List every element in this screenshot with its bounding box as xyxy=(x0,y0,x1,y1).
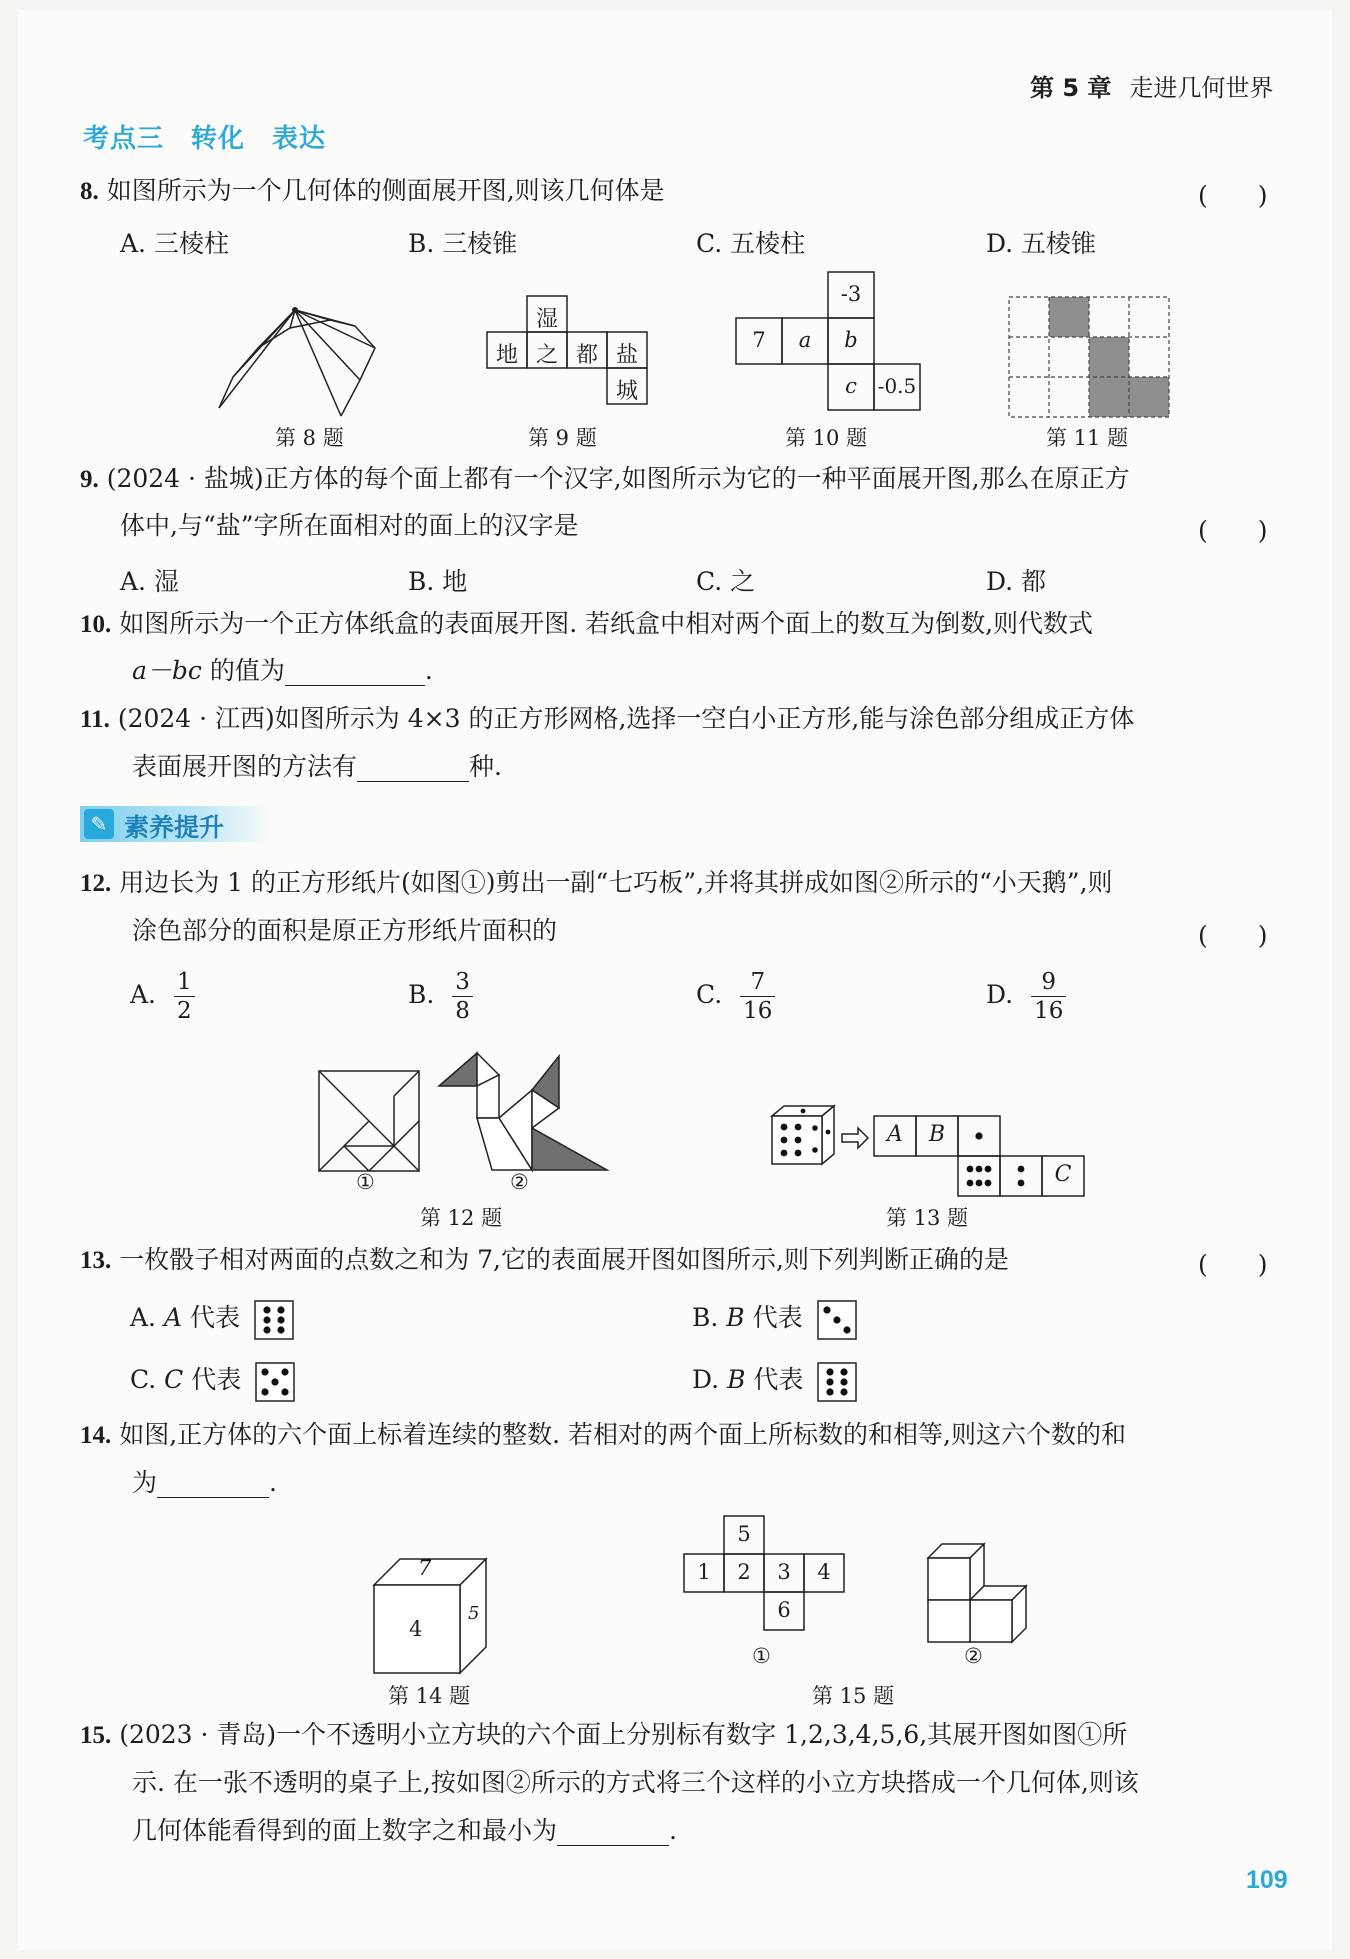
net-cell: 之 xyxy=(535,343,558,368)
question-text: 种. xyxy=(469,752,502,781)
net-cell: c xyxy=(845,374,857,398)
option-b: B. 三棱锥 xyxy=(408,229,518,258)
question-number: 9. xyxy=(80,466,99,493)
option-b: B. 地 xyxy=(408,567,468,596)
option-a: A. 三棱柱 xyxy=(120,229,229,258)
option-d xyxy=(692,1360,857,1402)
question-12-line2: 涂色部分的面积是原正方形纸片面积的 xyxy=(132,916,558,945)
figure-12-swan xyxy=(437,1048,612,1173)
caption-12: 第 12 题 xyxy=(420,1206,503,1230)
option-text: 代表 xyxy=(191,1365,242,1394)
option-label: D. xyxy=(986,980,1014,1009)
numerator: 9 xyxy=(1031,968,1066,997)
question-8 xyxy=(80,176,665,207)
answer-paren: ( ) xyxy=(1198,921,1268,950)
caption-8: 第 8 题 xyxy=(275,426,344,450)
figure-label: ② xyxy=(964,1644,983,1668)
option-d xyxy=(986,968,1066,1025)
question-text-line1: (2023 · 青岛)一个不透明小立方块的六个面上分别标有数字 1,2,3,4,5,6,其展开图如图①所 xyxy=(119,1720,1128,1749)
numerator: 1 xyxy=(174,968,195,997)
question-number: 11. xyxy=(80,706,110,733)
question-11-line2 xyxy=(132,752,502,782)
denominator: 16 xyxy=(743,998,773,1024)
question-15 xyxy=(80,1720,1127,1751)
fraction xyxy=(452,968,473,1025)
section-title: 考点三 转化 表达 xyxy=(83,124,327,154)
dice-face-icon xyxy=(817,1362,857,1402)
question-text-line1: (2024 · 盐城)正方体的每个面上都有一个汉字,如图所示为它的一种平面展开图,那么在原正方 xyxy=(106,464,1130,493)
fraction xyxy=(1031,968,1066,1025)
variable: C xyxy=(164,1365,184,1394)
question-text: 几何体能看得到的面上数字之和最小为 xyxy=(132,1816,558,1845)
figure-label: ① xyxy=(752,1644,771,1668)
question-12 xyxy=(80,868,1113,899)
answer-blank[interactable] xyxy=(157,1471,269,1498)
option-label: C. xyxy=(696,980,723,1009)
dice-face-icon xyxy=(817,1300,857,1340)
figure-label: ② xyxy=(510,1170,529,1194)
question-15-line2: 示. 在一张不透明的桌子上,按如图②所示的方式将三个这样的小立方块搭成一个几何体,则该 xyxy=(132,1768,1139,1797)
option-label: A. xyxy=(130,980,157,1009)
option-label: B. xyxy=(692,1303,719,1332)
net-cell: 湿 xyxy=(535,307,558,332)
option-d: D. 五棱锥 xyxy=(986,229,1097,258)
option-label: B. xyxy=(408,980,435,1009)
net-cell: b xyxy=(844,328,858,352)
net-cell: a xyxy=(798,328,812,352)
net-cell: 1 xyxy=(697,1560,711,1584)
question-10 xyxy=(80,609,1093,640)
question-14-line2 xyxy=(132,1468,277,1498)
answer-blank[interactable] xyxy=(557,1819,669,1846)
option-c xyxy=(130,1360,295,1402)
question-text: 一枚骰子相对两面的点数之和为 7,它的表面展开图如图所示,则下列判断正确的是 xyxy=(119,1245,1009,1274)
net-cell: 4 xyxy=(817,1560,831,1584)
period: . xyxy=(424,656,433,685)
caption-14: 第 14 题 xyxy=(388,1684,471,1708)
question-9-line2: 体中,与“盐”字所在面相对的面上的汉字是 xyxy=(120,511,579,540)
question-number: 13. xyxy=(80,1247,112,1274)
option-c: C. 五棱柱 xyxy=(696,229,806,258)
figure-14-cube xyxy=(370,1555,495,1675)
option-a xyxy=(130,1298,294,1340)
denominator: 2 xyxy=(176,998,192,1024)
question-14 xyxy=(80,1420,1126,1451)
net-cell: 都 xyxy=(575,343,598,368)
question-number: 12. xyxy=(80,870,112,897)
net-cell: 2 xyxy=(737,1560,751,1584)
fraction xyxy=(174,968,195,1025)
net-cell: 盐 xyxy=(615,343,638,368)
variable: B xyxy=(727,1365,746,1394)
question-11 xyxy=(80,704,1134,735)
figure-10-net xyxy=(730,270,930,420)
caption-13: 第 13 题 xyxy=(886,1206,969,1230)
question-number: 10. xyxy=(80,611,112,638)
figure-12-tangram-square xyxy=(318,1070,420,1172)
answer-blank[interactable] xyxy=(357,755,469,782)
net-cell: A xyxy=(887,1122,903,1147)
net-cell: B xyxy=(928,1122,946,1147)
variable: B xyxy=(726,1303,745,1332)
net-cell: 5 xyxy=(737,1522,751,1546)
option-text: 代表 xyxy=(189,1303,240,1332)
figure-9-net xyxy=(485,294,655,419)
question-text: 表面展开图的方法有 xyxy=(132,752,358,781)
caption-9: 第 9 题 xyxy=(528,426,597,450)
net-cell: 地 xyxy=(495,343,518,368)
answer-blank[interactable] xyxy=(285,659,425,686)
option-a: A. 湿 xyxy=(120,567,179,596)
expression: a－bc xyxy=(132,656,202,685)
answer-paren: ( ) xyxy=(1198,181,1268,210)
question-text-line1: (2024 · 江西)如图所示为 4×3 的正方形网格,选择一空白小正方形,能与涂色部分组成正方体 xyxy=(117,704,1135,733)
chapter-title: 走进几何世界 xyxy=(1129,74,1274,102)
caption-11: 第 11 题 xyxy=(1046,426,1129,450)
question-text: 如图所示为一个几何体的侧面展开图,则该几何体是 xyxy=(106,176,665,205)
option-text: 代表 xyxy=(752,1303,803,1332)
figure-15-stacked-cubes xyxy=(924,1540,1034,1644)
question-text-line1: 用边长为 1 的正方形纸片(如图①)剪出一副“七巧板”,并将其拼成如图②所示的“小天鹅”,则 xyxy=(119,868,1113,897)
cube-top-number: 7 xyxy=(418,1556,432,1580)
net-cell: 3 xyxy=(777,1560,791,1584)
cube-side-number: 5 xyxy=(468,1603,480,1624)
dice-face-icon xyxy=(254,1300,294,1340)
option-text: 代表 xyxy=(753,1365,804,1394)
question-text: 的值为 xyxy=(209,656,285,685)
option-label: C. xyxy=(130,1365,157,1394)
denominator: 16 xyxy=(1034,998,1064,1024)
figure-label: ① xyxy=(356,1170,375,1194)
net-cell: 城 xyxy=(615,379,638,404)
fraction xyxy=(740,968,775,1025)
question-number: 15. xyxy=(80,1722,112,1749)
numerator: 7 xyxy=(740,968,775,997)
chapter-number: 第 5 章 xyxy=(1030,74,1112,102)
option-c: C. 之 xyxy=(696,567,756,596)
variable: A xyxy=(163,1303,183,1332)
badge-label: 素养提升 xyxy=(124,813,225,842)
period: . xyxy=(269,1468,277,1497)
option-a xyxy=(130,968,195,1025)
page-number: 109 xyxy=(1246,1866,1288,1894)
caption-10: 第 10 题 xyxy=(785,426,868,450)
answer-paren: ( ) xyxy=(1198,1250,1268,1279)
chapter-header xyxy=(1030,68,1273,103)
numerator: 3 xyxy=(452,968,473,997)
question-text: 为 xyxy=(132,1468,158,1497)
option-c xyxy=(696,968,775,1025)
period: . xyxy=(669,1816,677,1845)
option-b xyxy=(692,1298,857,1340)
pencil-icon: ✎ xyxy=(84,809,114,839)
question-15-line3 xyxy=(132,1816,677,1846)
figure-8-fan xyxy=(215,300,410,425)
option-label: D. xyxy=(692,1365,720,1394)
question-text-line1: 如图所示为一个正方体纸盒的表面展开图. 若纸盒中相对两个面上的数互为倒数,则代数式 xyxy=(119,609,1094,638)
option-d: D. 都 xyxy=(986,567,1047,596)
question-10-line2 xyxy=(132,656,433,686)
section-badge xyxy=(80,806,270,842)
net-cell: -3 xyxy=(840,282,862,306)
figure-11-grid xyxy=(1008,295,1172,419)
option-b xyxy=(408,968,473,1025)
net-cell: -0.5 xyxy=(877,374,917,398)
caption-15: 第 15 题 xyxy=(812,1684,895,1708)
answer-paren: ( ) xyxy=(1198,516,1268,545)
question-text-line1: 如图,正方体的六个面上标着连续的整数. 若相对的两个面上所标数的和相等,则这六个数的和 xyxy=(119,1420,1126,1449)
figure-13-dice-net xyxy=(770,1102,1100,1198)
question-13 xyxy=(80,1245,1009,1276)
net-cell: 6 xyxy=(777,1598,791,1622)
option-label: A. xyxy=(130,1303,157,1332)
question-number: 14. xyxy=(80,1422,112,1449)
dice-face-icon xyxy=(255,1362,295,1402)
denominator: 8 xyxy=(455,998,470,1024)
figure-15-net xyxy=(680,1514,850,1638)
net-cell: C xyxy=(1054,1162,1072,1187)
question-9 xyxy=(80,464,1130,495)
net-cell: 7 xyxy=(752,328,766,352)
cube-front-number: 4 xyxy=(409,1617,423,1641)
question-number: 8. xyxy=(80,178,99,205)
